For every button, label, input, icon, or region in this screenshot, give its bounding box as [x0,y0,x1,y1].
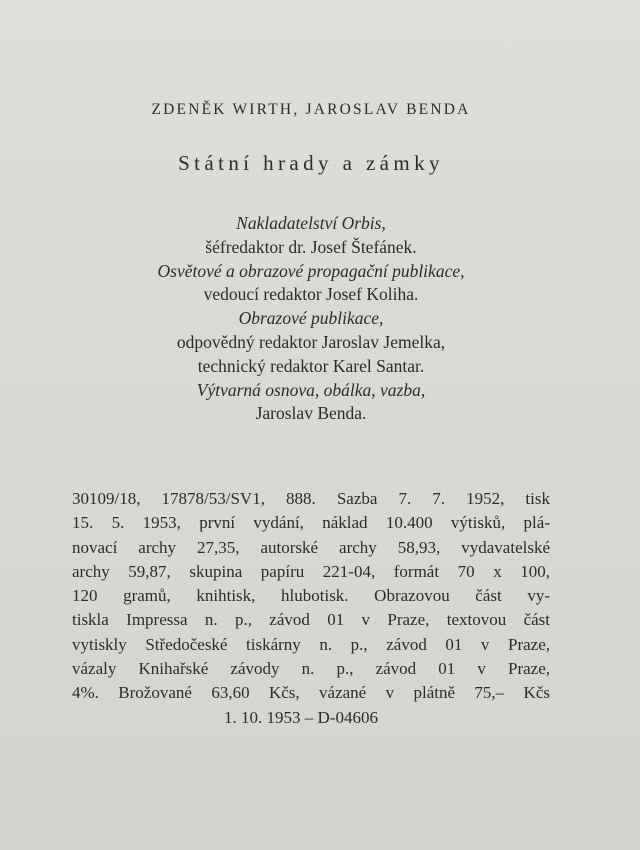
credit-line: Obrazové publikace, [238,308,384,329]
credit-line: vedoucí redaktor Josef Koliha. [203,284,419,305]
authors-line: ZDENĚK WIRTH, JAROSLAV BENDA [151,101,471,118]
publisher-credits [0,212,622,426]
credit-line: Osvětové a obrazové propagační publikace, [157,260,465,281]
colophon-line: archy 59,87, skupina papíru 221-04, formát 70 x 100, [72,561,550,581]
credit-line: Nakladatelství Orbis, [236,213,386,233]
credit-line: šéfredaktor dr. Josef Štefánek. [205,236,417,257]
colophon-line: 15. 5. 1953, první vydání, náklad 10.400 výtisků, plá- [72,513,550,533]
credit-line: odpovědný redaktor Jaroslav Jemelka, [176,331,446,352]
colophon-line: vytiskly Středočeské tiskárny n. p., závod 01 v Praze, [72,634,550,654]
colophon-line: 120 gramů, knihtisk, hlubotisk. Obrazovou část vy- [72,586,550,606]
colophon-line: 30109/18, 17878/53/SV1, 888. Sazba 7. 7. 1952, tisk [72,489,550,508]
book-title: Státní hrady a zámky [178,151,444,175]
colophon-line: 4%. Brožované 63,60 Kčs, vázané v plátně 75,– Kčs [72,683,550,703]
colophon-line: tiskla Impressa n. p., závod 01 v Praze, textovou část [72,610,550,630]
colophon-line: 1. 10. 1953 – D-04606 [224,707,378,727]
colophon-line: novací archy 27,35, autorské archy 58,93, vydavatelské [72,537,550,557]
credit-line: Výtvarná osnova, obálka, vazba, [196,379,426,400]
credit-line: technický redaktor Karel Santar. [197,355,425,376]
credit-line: Jaroslav Benda. [255,403,367,424]
colophon-block [72,487,550,730]
colophon-line: vázaly Knihařské závody n. p., závod 01 v Praze, [72,659,550,679]
